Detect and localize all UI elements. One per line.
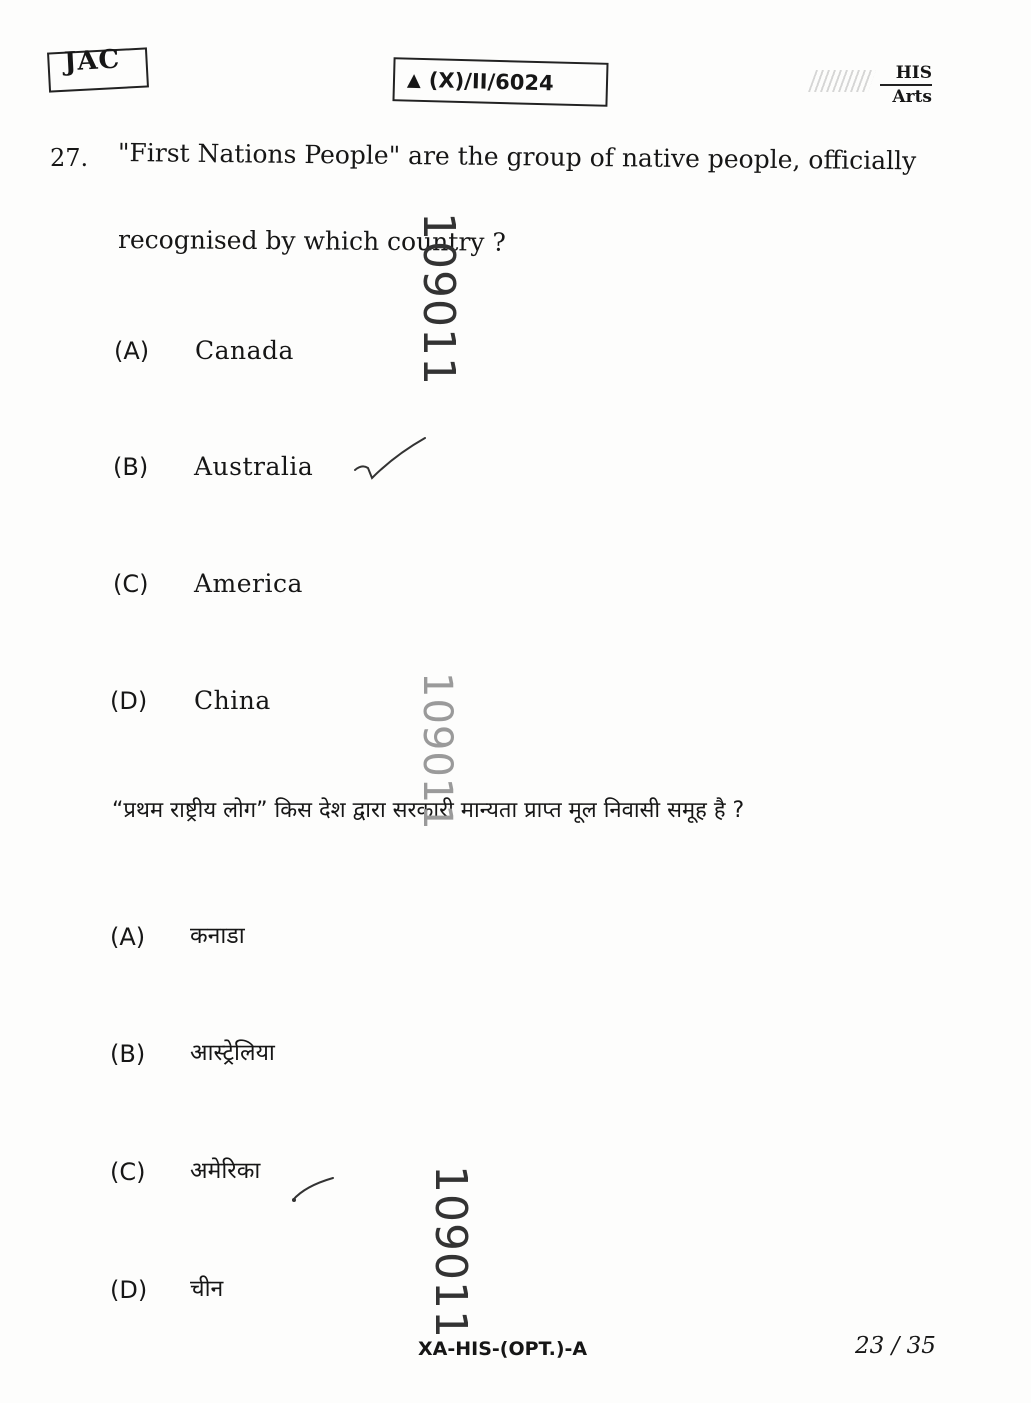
stream-label: Arts — [892, 87, 932, 107]
subject-code: HIS — [880, 62, 932, 86]
option-c-text-hi: अमेरिका — [190, 1158, 261, 1184]
option-b-text-hi: आस्ट्रेलिया — [190, 1040, 275, 1066]
question-text-hi: “प्रथम राष्ट्रीय लोग” किस देश द्वारा सरकारी मान्यता प्राप्त मूल निवासी समूह है ? — [112, 798, 745, 823]
paper-code-box — [392, 57, 608, 107]
option-d-label-en: (D) — [110, 687, 148, 715]
option-b-label-hi: (B) — [110, 1040, 146, 1068]
barcode-stamp-1: 109011 — [413, 212, 464, 386]
option-b-label-en: (B) — [113, 453, 149, 481]
question-text-en-line1: "First Nations People" are the group of native people, officially — [117, 138, 917, 176]
option-d-label-hi: (D) — [110, 1276, 148, 1304]
tick-mark-australia — [350, 430, 440, 490]
up-triangle-icon: ▲ — [406, 69, 422, 91]
barcode-stamp-3: 109011 — [425, 1165, 476, 1339]
option-c-text-en: America — [194, 569, 303, 598]
tick-mark-america — [285, 1172, 345, 1207]
option-b-text-en: Australia — [194, 452, 314, 481]
question-number: 27. — [50, 144, 89, 172]
option-a-text-hi: कनाडा — [190, 923, 245, 949]
paper-code: (X)/II/6024 — [428, 68, 554, 96]
subject-block — [880, 62, 932, 108]
page-number: 23 / 35 — [855, 1333, 936, 1359]
option-a-label-hi: (A) — [110, 923, 146, 951]
jac-logo: JAC — [63, 44, 121, 78]
option-c-label-en: (C) — [113, 570, 149, 598]
ink-smudge — [808, 70, 876, 92]
option-a-label-en: (A) — [114, 337, 150, 365]
option-d-text-hi: चीन — [190, 1276, 224, 1302]
option-a-text-en: Canada — [195, 336, 294, 365]
option-d-text-en: China — [194, 686, 271, 715]
series-code: XA-HIS-(OPT.)-A — [418, 1338, 588, 1360]
question-text-en-line2: recognised by which country ? — [117, 225, 506, 257]
option-c-label-hi: (C) — [110, 1158, 146, 1186]
barcode-stamp-2: 109011 — [414, 672, 460, 831]
